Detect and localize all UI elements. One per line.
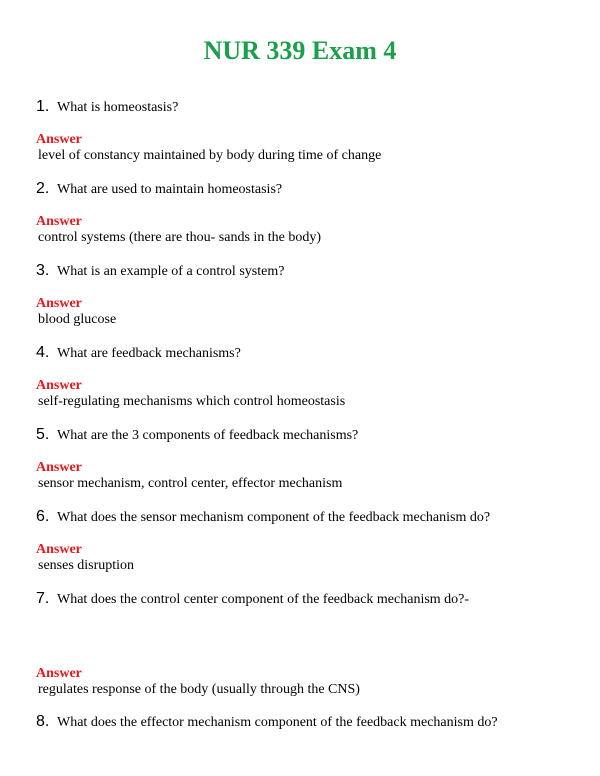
question-6 xyxy=(36,508,576,526)
question-number: 5. xyxy=(36,426,50,443)
question-text: What does the sensor mechanism component of the feedback mechanism do? xyxy=(57,510,491,525)
question-text: What are used to maintain homeostasis? xyxy=(57,182,283,197)
answer-label: Answer xyxy=(36,378,82,393)
qa-item-3 xyxy=(36,262,576,344)
answer-label: Answer xyxy=(36,666,82,681)
question-number: 2. xyxy=(36,180,50,197)
question-number: 1. xyxy=(36,98,50,115)
answer-text: regulates response of the body (usually through the CNS) xyxy=(38,682,360,697)
qa-item-1 xyxy=(36,98,576,180)
question-4 xyxy=(36,344,576,362)
question-text: What does the control center component of the feedback mechanism do?- xyxy=(57,592,470,607)
question-3 xyxy=(36,262,576,280)
answer-text: level of constancy maintained by body during time of change xyxy=(38,148,382,163)
answer-label: Answer xyxy=(36,542,82,557)
qa-list xyxy=(36,98,576,731)
answer-text: self-regulating mechanisms which control homeostasis xyxy=(38,394,346,409)
answer-label: Answer xyxy=(36,460,82,475)
qa-item-5 xyxy=(36,426,576,508)
answer-text: control systems (there are thou- sands in the body) xyxy=(38,230,322,245)
question-8 xyxy=(36,713,576,731)
question-number: 7. xyxy=(36,590,50,607)
answer-label: Answer xyxy=(36,132,82,147)
qa-item-2 xyxy=(36,180,576,262)
qa-item-7 xyxy=(36,590,576,713)
question-2 xyxy=(36,180,576,198)
question-text: What is an example of a control system? xyxy=(57,264,285,279)
answer-label: Answer xyxy=(36,214,82,229)
question-7 xyxy=(36,590,576,608)
question-5 xyxy=(36,426,576,444)
blank-space xyxy=(36,608,576,650)
question-number: 3. xyxy=(36,262,50,279)
question-number: 4. xyxy=(36,344,50,361)
answer-text: blood glucose xyxy=(38,312,117,327)
question-text: What are the 3 components of feedback mechanisms? xyxy=(57,428,359,443)
question-number: 8. xyxy=(36,713,50,730)
document-title: NUR 339 Exam 4 xyxy=(203,36,397,65)
qa-item-4 xyxy=(36,344,576,426)
question-text: What is homeostasis? xyxy=(57,100,179,115)
answer-label: Answer xyxy=(36,296,82,311)
question-1 xyxy=(36,98,576,116)
qa-item-6 xyxy=(36,508,576,590)
qa-item-8 xyxy=(36,713,576,731)
answer-text: sensor mechanism, control center, effector mechanism xyxy=(38,476,343,491)
question-text: What does the effector mechanism component of the feedback mechanism do? xyxy=(57,715,498,730)
answer-text: senses disruption xyxy=(38,558,135,573)
question-text: What are feedback mechanisms? xyxy=(57,346,241,361)
question-number: 6. xyxy=(36,508,50,525)
